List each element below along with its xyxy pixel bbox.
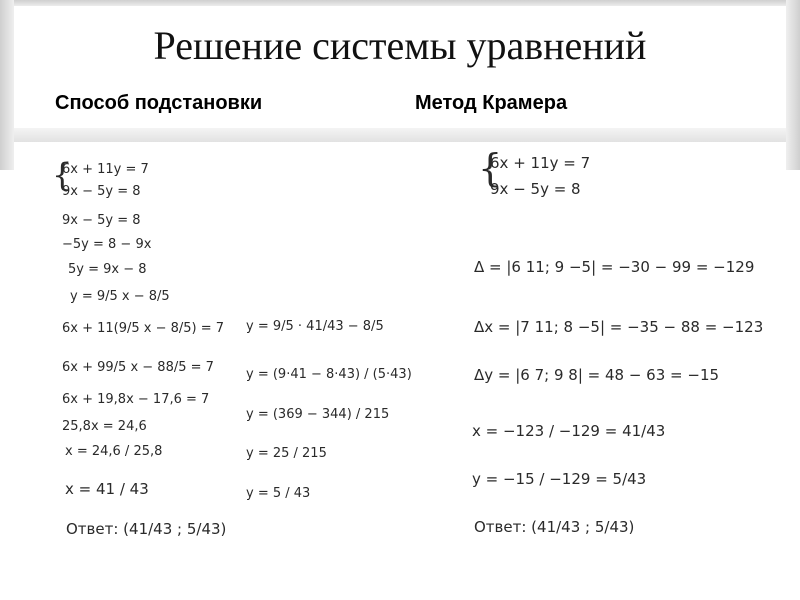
left-method-heading: Способ подстановки xyxy=(55,92,263,114)
right-step-3: Δ = |6 11; 9 −5| = −30 − 99 = −129 xyxy=(474,258,755,276)
left-step-1: 6x + 11y = 7 xyxy=(62,162,149,177)
header-band-top xyxy=(0,0,800,6)
left-step-4: −5y = 8 − 9x xyxy=(62,237,152,252)
left-answer: Ответ: (41/43 ; 5/43) xyxy=(66,520,227,538)
left-step-3: 9x − 5y = 8 xyxy=(62,213,141,228)
left-step-6: y = 9/5 x − 8/5 xyxy=(70,289,170,304)
right-step-2: 9x − 5y = 8 xyxy=(490,180,581,198)
system-brace-right: { xyxy=(478,146,503,190)
right-answer: Ответ: (41/43 ; 5/43) xyxy=(474,518,635,536)
right-step-4: Δx = |7 11; 8 −5| = −35 − 88 = −123 xyxy=(474,318,764,336)
left-step-10: 25,8x = 24,6 xyxy=(62,419,147,434)
left-step-5: 5y = 9x − 8 xyxy=(68,262,147,277)
system-brace-left: { xyxy=(52,156,73,194)
left-step-9: 6x + 19,8x − 17,6 = 7 xyxy=(62,392,210,407)
slide-title: Решение системы уравнений xyxy=(153,23,647,68)
middle-step-4: y = 25 / 215 xyxy=(246,446,327,461)
left-step-12: x = 41 / 43 xyxy=(65,480,149,498)
middle-step-2: y = (9·41 − 8·43) / (5·43) xyxy=(246,367,412,382)
left-step-11: x = 24,6 / 25,8 xyxy=(65,444,163,459)
middle-step-1: y = 9/5 · 41/43 − 8/5 xyxy=(246,319,384,334)
header-band-bottom xyxy=(14,128,786,142)
left-step-2: 9x − 5y = 8 xyxy=(62,184,141,199)
right-step-1: 6x + 11y = 7 xyxy=(490,154,591,172)
right-step-6: x = −123 / −129 = 41/43 xyxy=(472,422,666,440)
middle-step-5: y = 5 / 43 xyxy=(246,486,311,501)
right-step-7: y = −15 / −129 = 5/43 xyxy=(472,470,647,488)
right-step-5: Δy = |6 7; 9 8| = 48 − 63 = −15 xyxy=(474,366,720,384)
left-step-7: 6x + 11(9/5 x − 8/5) = 7 xyxy=(62,321,225,336)
left-step-8: 6x + 99/5 x − 88/5 = 7 xyxy=(62,360,214,375)
middle-step-3: y = (369 − 344) / 215 xyxy=(246,407,390,422)
right-method-heading: Метод Крамера xyxy=(415,92,568,114)
